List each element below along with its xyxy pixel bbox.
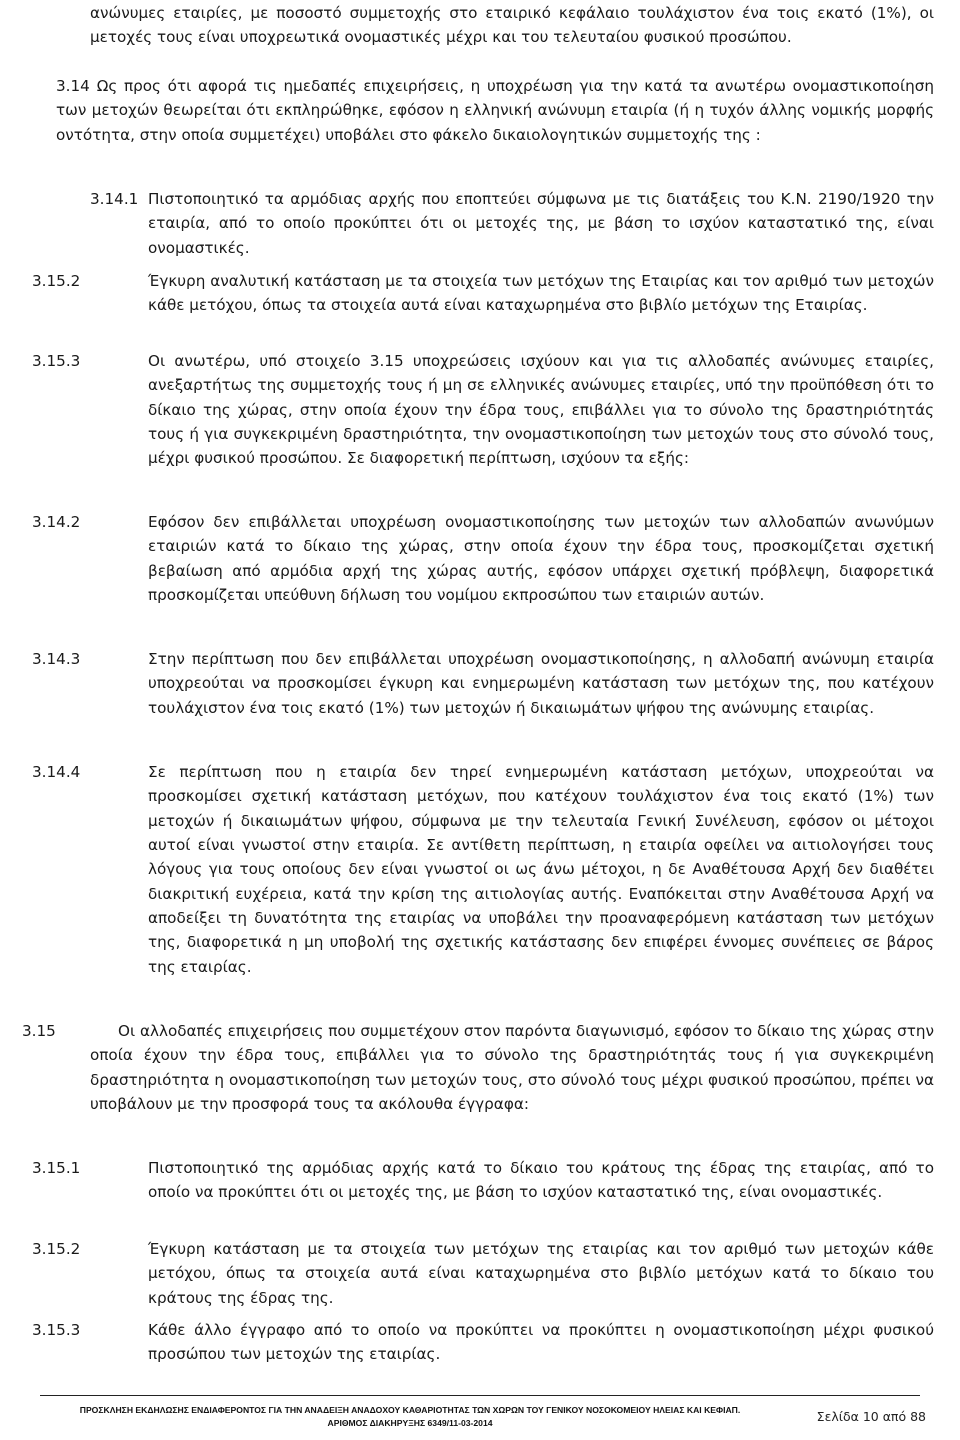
paragraph-text: Πιστοποιητικό της αρμόδιας αρχής κατά το δίκαιο του κράτους της έδρας της εταιρίας, από το οποίο να προκύπτει ότι οι μετοχές της, με βάση το ισχύον καταστατικό της, είναι ονομαστικές. (148, 1159, 934, 1202)
paragraph-3-15-3-a (32, 349, 934, 471)
paragraph-text: Εφόσον δεν επιβάλλεται υποχρέωση ονομαστικοποίησης των μετοχών των αλλοδαπών ανωνύμων εταιριών κατά το δίκαιο της χώρας, στην οποία έχουν την έδρα τους, προσκομίζεται σχετική βεβαίωση από αρμόδια αρχή της χώρας αυτής, εφόσον υπάρχει σχετική πρόβλεψη, διαφορετικά προσκομίζεται υπεύθυνη δήλωση του νομίμου εκπροσώπου των εταιριών αυτών. (148, 513, 934, 605)
footer-title-line-2: ΑΡΙΘΜΟΣ ΔΙΑΚΗΡΥΞΗΣ 6349/11-03-2014 (327, 1418, 493, 1428)
paragraph-3-14-2 (32, 510, 934, 607)
paragraph-text: Ως προς ότι αφορά τις ημεδαπές επιχειρήσεις, η υποχρέωση για την κατά τα ανωτέρω ονομαστικοποίηση των μετοχών θεωρείται ότι εκπληρώθηκε, εφόσον η ελληνική ανώνυμη εταιρία (ή η τυχόν άλλης νομικής μορφής οντότητα, στην οποία συμμετέχει) υποβάλει στο φάκελο δικαιολογητικών συμμετοχής της : (56, 77, 934, 144)
paragraph-number: 3.15.1 (32, 1159, 81, 1177)
paragraph-number: 3.14 (56, 77, 90, 95)
paragraph-number: 3.15.2 (32, 272, 81, 290)
footer-divider (40, 1395, 920, 1396)
paragraph-text: Σε περίπτωση που η εταιρία δεν τηρεί ενημερωμένη κατάσταση μετόχων, υποχρεούται να προσκομίσει σχετική κατάσταση μετόχων, που κατέχουν τουλάχιστον ένα τοις εκατό (1%) των μετοχών ή δικαιωμάτων ψήφου, σύμφωνα με την τελευταία Γενική Συνέλευση, εφόσον οι μέτοχοι αυτοί είναι γνωστοί στην εταιρία. Σε αντίθετη περίπτωση, η εταιρία οφείλει να αιτιολογήσει τους λόγους για τους οποίους δεν είναι γνωστοί οι ως άνω μέτοχοι, η δε Αναθέτουσα Αρχή δεν διαθέτει διακριτική ευχέρεια, κατά την κρίση της αιτιολογίας αυτής. Εναπόκειται στην Αναθέτουσα Αρχή να αποδείξει τη δυνατότητα της εταιρίας να υποβάλει την προαναφερόμενη κατάσταση των μετόχων της, διαφορετικά η μη υποβολή της σχετικής κατάστασης δεν επιφέρει έννομες συνέπειες σε βάρος της εταιρίας. (148, 763, 934, 976)
footer-title-line-1: ΠΡΟΣΚΛΗΣΗ ΕΚΔΗΛΩΣΗΣ ΕΝΔΙΑΦΕΡΟΝΤΟΣ ΓΙΑ ΤΗΝ ΑΝΑΔΕΙΞΗ ΑΝΑΔΟΧΟΥ ΚΑΘΑΡΙΟΤΗΤΑΣ ΤΩΝ ΧΩΡΩΝ ΤΟΥ ΓΕΝΙΚΟΥ ΝΟΣΟΚΟΜΕΙΟΥ ΗΛΕΙΑΣ ΚΑΙ ΚΕΦΙΑΠ. (79, 1405, 741, 1415)
paragraph-number: 3.14.3 (32, 650, 81, 668)
paragraph-text: Στην περίπτωση που δεν επιβάλλεται υποχρέωση ονομαστικοποίησης, η αλλοδαπή ανώνυμη εταιρία υποχρεούται να προσκομίσει έγκυρη και ενημερωμένη κατάσταση των μετόχων της, που κατέχουν τουλάχιστον ένα τοις εκατό (1%) των μετοχών ή δικαιωμάτων ψήφου της ανώνυμης εταιρίας. (148, 650, 934, 717)
paragraph-3-15-2-b (32, 1237, 934, 1310)
paragraph-3-15-3-b (32, 1318, 934, 1367)
paragraph-3-14-3 (32, 647, 934, 720)
page-number: Σελίδα 10 από 88 (816, 1409, 926, 1424)
paragraph-number: 3.14.1 (90, 190, 139, 208)
paragraph-3-14 (56, 74, 934, 147)
paragraph-3-14-1 (90, 187, 934, 260)
paragraph-number: 3.15.2 (32, 1240, 81, 1258)
paragraph-continuation: ανώνυμες εταιρίες, με ποσοστό συμμετοχής στο εταιρικό κεφάλαιο τουλάχιστον ένα τοις εκατό (1%), οι μετοχές τους είναι υποχρεωτικά ονομαστικές μέχρι και του τελευταίου φυσικού προσώπου. (90, 4, 934, 47)
paragraph-number: 3.14.2 (32, 513, 81, 531)
paragraph-3-15-2-a (32, 269, 934, 318)
paragraph-3-14-4 (32, 760, 934, 979)
paragraph-number: 3.15.3 (32, 1321, 81, 1339)
paragraph-text: Οι αλλοδαπές επιχειρήσεις που συμμετέχουν στον παρόντα διαγωνισμό, εφόσον το δίκαιο της χώρας στην οποία έχουν την έδρα τους, επιβάλλει για το σύνολο της δραστηριότητάς τους ή για συγκεκριμένη δραστηριότητα η ονομαστικοποίηση των μετοχών τους, στο σύνολό τους μέχρι φυσικού προσώπου, πρέπει να υποβάλουν με την προσφορά τους τα ακόλουθα έγγραφα: (90, 1022, 934, 1114)
footer-title (40, 1404, 780, 1430)
paragraph-text: Κάθε άλλο έγγραφο από το οποίο να προκύπτει να προκύπτει η ονομαστικοποίηση μέχρι φυσικού προσώπου των μετοχών της εταιρίας. (148, 1321, 934, 1364)
paragraph-number: 3.15.3 (32, 352, 81, 370)
paragraph-text: Έγκυρη κατάσταση με τα στοιχεία των μετόχων της εταιρίας και τον αριθμό των μετοχών κάθε μετόχου, όπως τα στοιχεία αυτά είναι καταχωρημένα στο βιβλίο μετόχων κατά το δίκαιο του κράτους της έδρας της. (148, 1240, 934, 1307)
paragraph-3-15 (22, 1019, 934, 1116)
paragraph-text: Οι ανωτέρω, υπό στοιχείο 3.15 υποχρεώσεις ισχύουν και για τις αλλοδαπές ανώνυμες εταιρίες, ανεξαρτήτως της συμμετοχής τους ή μη σε ελληνικές ανώνυμες εταιρίες, υπό την προϋπόθεση ότι το δίκαιο της χώρας, στην οποία έχουν την έδρα τους, επιβάλλει για το σύνολο της δραστηριότητάς τους ή για συγκεκριμένη δραστηριότητα, την ονομαστικοποίηση των μετοχών τους στο σύνολό τους, μέχρι φυσικού προσώπου. Σε διαφορετική περίπτωση, ισχύουν τα εξής: (148, 352, 934, 468)
paragraph-number: 3.15 (22, 1022, 56, 1040)
paragraph-number: 3.14.4 (32, 763, 81, 781)
paragraph-text: Πιστοποιητικό τα αρμόδιας αρχής που εποπτεύει σύμφωνα με τις διατάξεις του Κ.Ν. 2190/1920 την εταιρία, από το οποίο προκύπτει ότι οι μετοχές της, με βάση το ισχύον καταστατικό της, είναι ονομαστικές. (148, 190, 934, 257)
paragraph-text: Έγκυρη αναλυτική κατάσταση με τα στοιχεία των μετόχων της Εταιρίας και τον αριθμό των μετοχών κάθε μετόχου, όπως τα στοιχεία αυτά είναι καταχωρημένα στο βιβλίο μετόχων της Εταιρίας. (148, 272, 934, 315)
paragraph-3-15-1 (32, 1156, 934, 1205)
